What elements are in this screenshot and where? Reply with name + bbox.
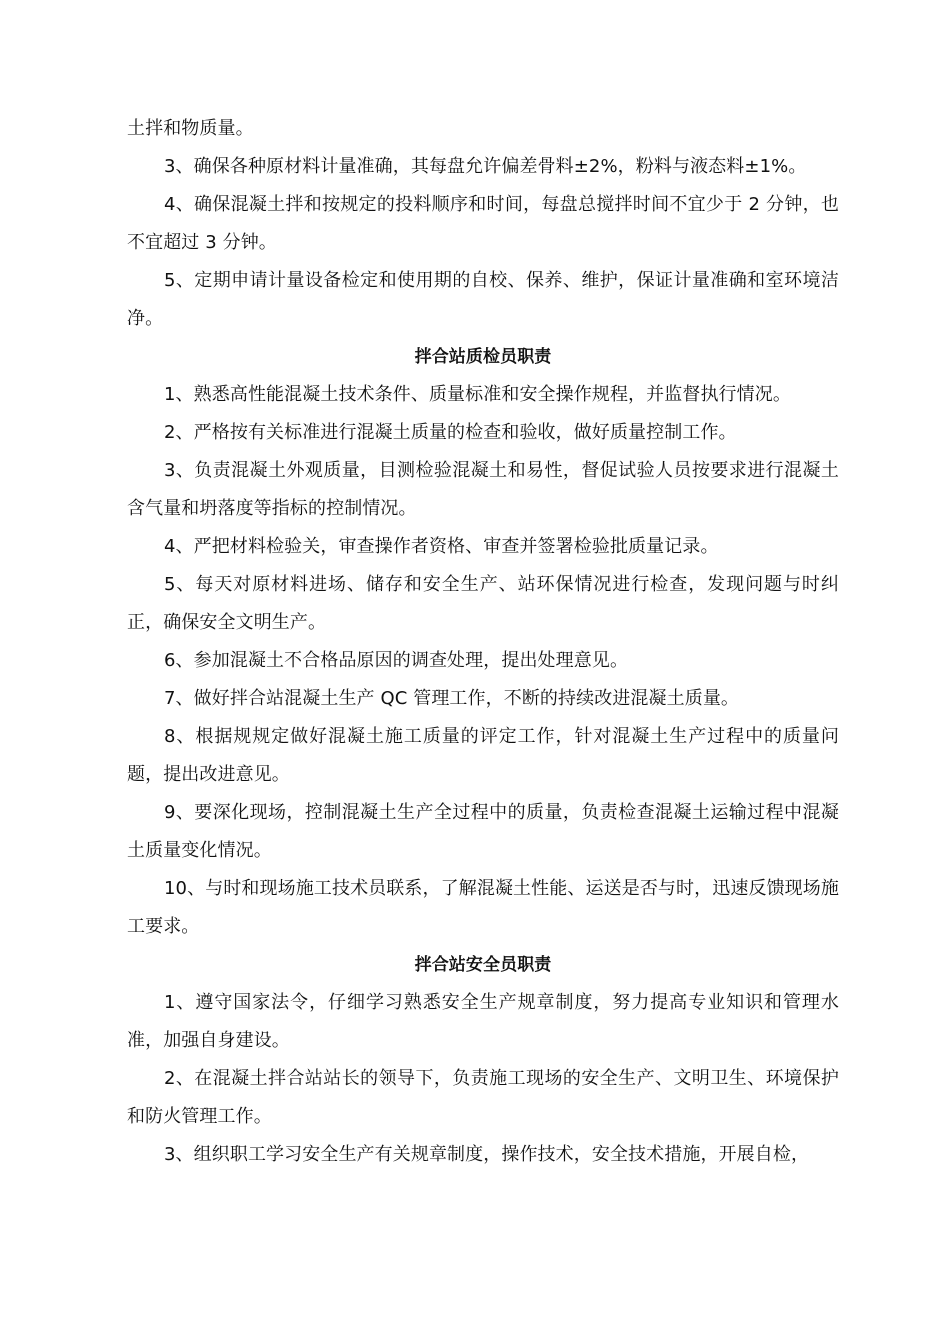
- paragraph-item: 4、严把材料检验关，审查操作者资格、审查并签署检验批质量记录。: [164, 536, 719, 557]
- paragraph-item: 9、要深化现场，控制混凝土生产全过程中的质量，负责检查混凝土运输过程中混凝土质量变化情况。: [127, 802, 839, 861]
- section-heading-safety-officer: 拌合站安全员职责: [414, 955, 552, 975]
- paragraph-item: 3、确保各种原材料计量准确，其每盘允许偏差骨料±2%，粉料与液态料±1%。: [164, 156, 807, 177]
- section-heading-quality-inspector: 拌合站质检员职责: [414, 347, 552, 367]
- paragraph-item: 2、在混凝土拌合站站长的领导下，负责施工现场的安全生产、文明卫生、环境保护和防火管理工作。: [127, 1068, 839, 1127]
- paragraph-item: 4、确保混凝土拌和按规定的投料顺序和时间，每盘总搅拌时间不宜少于 2 分钟，也不宜超过 3 分钟。: [127, 194, 839, 253]
- paragraph-item: 1、遵守国家法令，仔细学习熟悉安全生产规章制度，努力提高专业知识和管理水准，加强自身建设。: [127, 992, 839, 1051]
- paragraph-item: 5、每天对原材料进场、储存和安全生产、站环保情况进行检查，发现问题与时纠正，确保安全文明生产。: [127, 574, 839, 633]
- paragraph-item: 7、做好拌合站混凝土生产 QC 管理工作，不断的持续改进混凝土质量。: [164, 688, 740, 709]
- paragraph-item: 3、负责混凝土外观质量，目测检验混凝土和易性，督促试验人员按要求进行混凝土含气量和坍落度等指标的控制情况。: [127, 460, 839, 519]
- paragraph-item: 8、根据规规定做好混凝土施工质量的评定工作，针对混凝土生产过程中的质量问题，提出改进意见。: [127, 726, 839, 785]
- paragraph-item: 10、与时和现场施工技术员联系，了解混凝土性能、运送是否与时，迅速反馈现场施工要求。: [127, 878, 839, 937]
- paragraph-item: 1、熟悉高性能混凝土技术条件、质量标准和安全操作规程，并监督执行情况。: [164, 384, 791, 405]
- paragraph-item: 2、严格按有关标准进行混凝土质量的检查和验收，做好质量控制工作。: [164, 422, 737, 443]
- paragraph-item: 3、组织职工学习安全生产有关规章制度，操作技术，安全技术措施，开展自检，: [164, 1144, 810, 1165]
- document-body: [127, 110, 839, 1174]
- paragraph-item: 6、参加混凝土不合格品原因的调查处理，提出处理意见。: [164, 650, 629, 671]
- paragraph-item: 5、定期申请计量设备检定和使用期的自校、保养、维护，保证计量准确和室环境洁净。: [127, 270, 839, 329]
- paragraph-continuation: 土拌和物质量。: [127, 118, 254, 139]
